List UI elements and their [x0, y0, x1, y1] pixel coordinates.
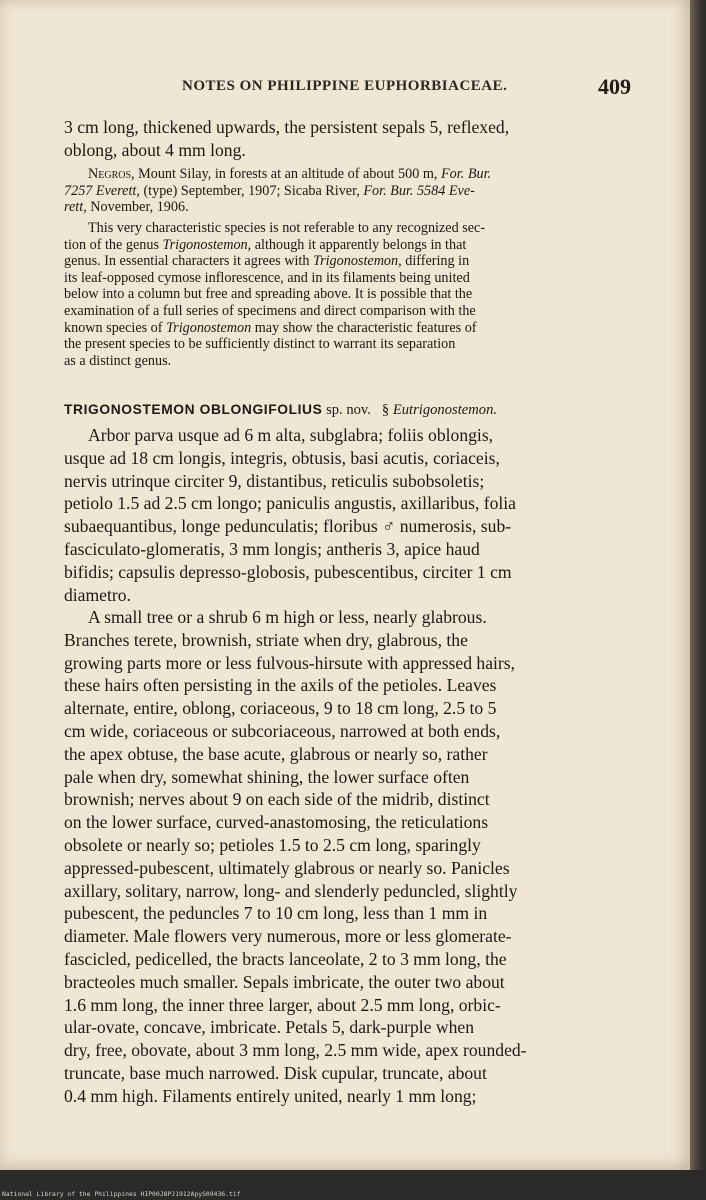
text-line — [64, 166, 636, 183]
text-line: petiolo 1.5 ad 2.5 cm longo; paniculis angustis, axillaribus, folia — [64, 493, 516, 514]
latin-description — [64, 424, 636, 606]
text-line: 1.6 mm long, the inner three larger, about 2.5 mm long, orbic- — [64, 994, 501, 1015]
citation-text: , November, 1906. — [83, 199, 189, 216]
running-title: NOTES ON PHILIPPINE EUPHORBIACEAE. — [182, 78, 508, 94]
locality-label: Negros — [88, 166, 132, 182]
text-line: on the lower surface, curved-anastomosing, the reticulations — [64, 812, 489, 833]
discussion-text: , differing in — [398, 253, 470, 270]
scan-info: National Library of the Philippines HIP00J8PJ1912ApyS09436.tif — [2, 1190, 241, 1198]
text-line: pale when dry, somewhat shining, the lower surface often — [64, 766, 470, 787]
citation-italic: rett — [64, 199, 84, 216]
text-line: pubescent, the peduncles 7 to 10 cm long, less than 1 mm in — [64, 903, 488, 924]
text-line: A small tree or a shrub 6 m high or less, nearly glabrous. — [88, 607, 487, 627]
citation-italic: For. Bur. 5584 Eve- — [363, 182, 475, 199]
text-line: axillary, solitary, narrow, long- and slenderly peduncled, slightly — [64, 880, 518, 901]
discussion-text: may show the characteristic features of — [251, 319, 477, 336]
citation-italic: 7257 Everett — [64, 182, 137, 199]
discussion-text: known species of — [64, 319, 167, 336]
text-line: Branches terete, brownish, striate when dry, glabrous, the — [64, 629, 468, 650]
text-line: bifidis; capsulis depresso-globosis, pubescentibus, circiter 1 cm — [64, 561, 512, 582]
text-line — [64, 253, 636, 270]
text-line: as a distinct genus. — [64, 352, 172, 369]
discussion-text: genus. In essential characters it agrees with — [64, 253, 313, 270]
text-line: brownish; nerves about 9 on each side of the midrib, distinct — [64, 789, 490, 810]
text-line: 3 cm long, thickened upwards, the persistent sepals 5, reflexed, — [64, 117, 510, 137]
page-header — [0, 74, 690, 104]
text-line: its leaf-opposed cymose inflorescence, and in its filaments being united — [64, 269, 470, 286]
text-line: the apex obtuse, the base acute, glabrous or nearly so, rather — [64, 743, 488, 764]
citation-text: , (type) September, 1907; Sicaba River, — [136, 182, 364, 199]
genus-italic: Trigonostemon — [312, 253, 399, 270]
text-line: diameter. Male flowers very numerous, more or less glomerate- — [64, 926, 512, 947]
text-line: usque ad 18 cm longis, integris, obtusis, basi acutis, coriaceis, — [64, 447, 500, 468]
english-description — [64, 606, 636, 1108]
text-line — [64, 237, 636, 254]
text-line: ular-ovate, concave, imbricate. Petals 5, dark-purple when — [64, 1017, 474, 1038]
text-line: fascicled, pedicelled, the bracts lanceolate, 2 to 3 mm long, the — [64, 948, 507, 969]
text-line: subaequantibus, longe pedunculatis; floribus ♂ numerosis, sub- — [64, 516, 512, 537]
text-line: obsolete or nearly so; petioles 1.5 to 2.5 cm long, sparingly — [64, 834, 481, 855]
text-line: cm wide, coriaceous or subcoriaceous, narrowed at both ends, — [64, 720, 501, 741]
text-line: examination of a full series of specimens and direct comparison with the — [64, 302, 476, 319]
text-line: below into a column but free and spreading above. It is possible that the — [64, 286, 473, 303]
page-edge-shadow — [690, 0, 706, 1170]
text-line: This very characteristic species is not referable to any recognized sec- — [88, 220, 486, 236]
species-name: TRIGONOSTEMON OBLONGIFOLIUS — [64, 402, 323, 417]
text-line: these hairs often persisting in the axils of the petioles. Leaves — [64, 675, 497, 696]
text-line: dry, free, obovate, about 3 mm long, 2.5 mm wide, apex rounded- — [64, 1040, 527, 1061]
text-line: oblong, about 4 mm long. — [64, 139, 246, 160]
text-line — [64, 320, 636, 337]
text-line: Arbor parva usque ad 6 m alta, subglabra; foliis oblongis, — [88, 425, 494, 445]
text-line: fasciculato-glomeratis, 3 mm longis; antheris 3, apice haud — [64, 538, 480, 559]
genus-italic: Trigonostemon — [162, 236, 248, 253]
discussion-text: , although it apparently belongs in that — [247, 236, 467, 253]
text-line: bracteoles much smaller. Sepals imbricate, the outer two about — [64, 971, 505, 992]
species-heading — [64, 402, 664, 419]
discussion-text: tion of the genus — [64, 236, 163, 253]
text-line: alternate, entire, oblong, coriaceous, 9 to 18 cm long, 2.5 to 5 — [64, 698, 497, 719]
continued-description — [64, 116, 636, 162]
discussion-paragraph — [64, 220, 636, 369]
text-line: appressed-pubescent, ultimately glabrous or nearly so. Panicles — [64, 857, 510, 878]
specimen-citation — [64, 166, 636, 216]
text-line: growing parts more or less fulvous-hirsute with appressed hairs, — [64, 652, 515, 673]
citation-italic: For. Bur. — [441, 166, 492, 182]
text-line: the present species to be sufficiently distinct to warrant its separation — [64, 336, 456, 353]
citation-text: , Mount Silay, in forests at an altitude of about 500 m, — [131, 166, 442, 182]
text-line: nervis utrinque circiter 9, distantibus, reticulis subobsoletis; — [64, 470, 485, 491]
page-number: 409 — [598, 74, 631, 99]
text-line: truncate, base much narrowed. Disk cupular, truncate, about — [64, 1062, 487, 1083]
section-mark: § — [381, 402, 390, 418]
section-name: Eutrigonostemon. — [392, 402, 498, 418]
text-line — [64, 199, 636, 216]
text-line — [64, 183, 636, 200]
species-status: sp. nov. — [322, 402, 371, 418]
text-line: 0.4 mm high. Filaments entirely united, nearly 1 mm long; — [64, 1085, 477, 1106]
text-line: diametro. — [64, 584, 131, 605]
genus-italic: Trigonostemon — [166, 319, 252, 336]
